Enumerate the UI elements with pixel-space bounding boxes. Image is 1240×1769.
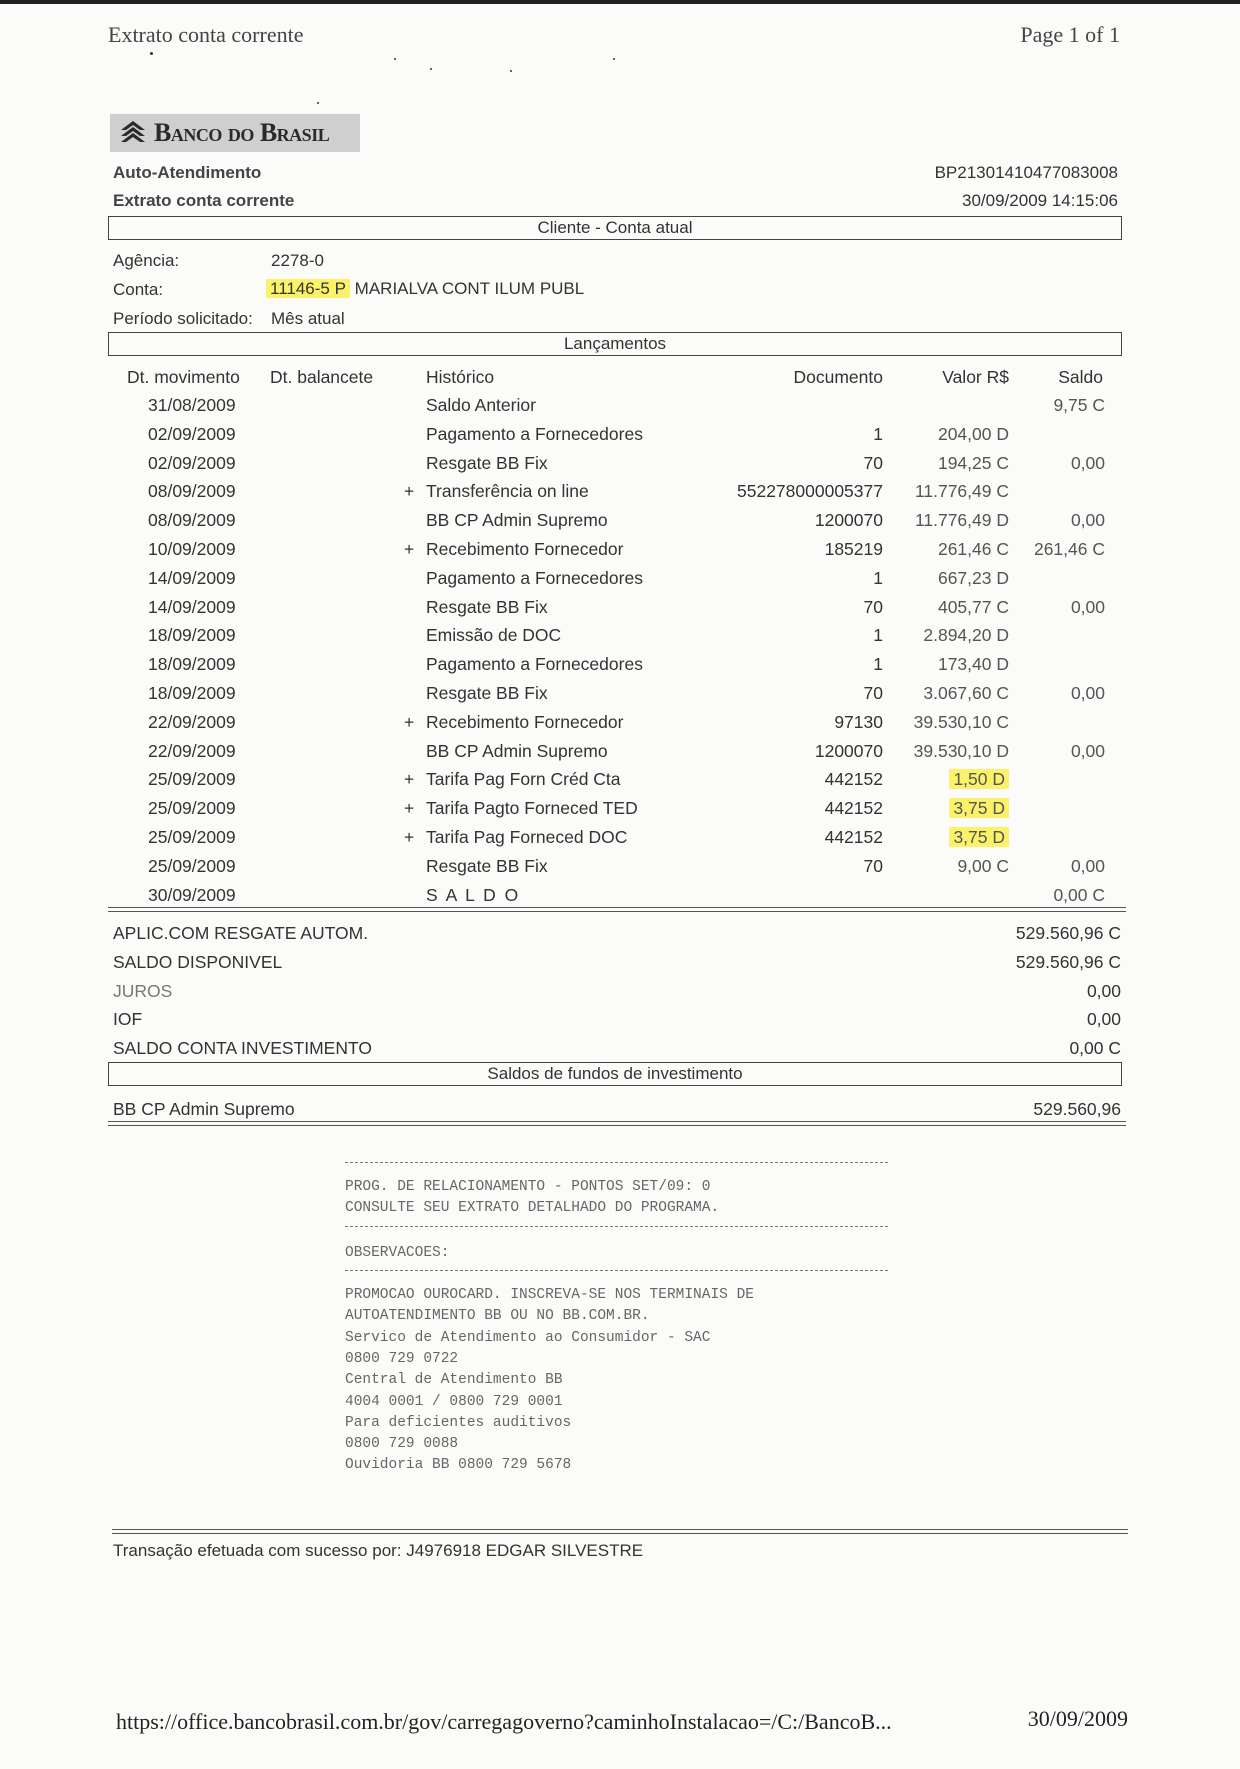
periodo-value: Mês atual [271, 309, 345, 328]
extrato-label: Extrato conta corrente [113, 191, 295, 210]
fundos-section-bar [108, 1062, 1122, 1086]
row-documento: 442152 [824, 798, 883, 819]
print-title: Extrato conta corrente [108, 22, 304, 47]
table-row [0, 510, 1240, 538]
row-historico: Pagamento a Fornecedores [426, 654, 643, 675]
observacao-line: Central de Atendimento BB [345, 1372, 563, 1389]
table-row [0, 481, 1240, 509]
row-valor: 11.776,49 D [914, 510, 1009, 531]
row-documento: 1200070 [814, 740, 883, 761]
table-row [0, 395, 1240, 423]
row-historico: BB CP Admin Supremo [426, 740, 608, 761]
summary-value: 529.560,96 C [1015, 951, 1121, 972]
highlighted-valor: 3,75 D [949, 827, 1009, 847]
row-historico: Recebimento Fornecedor [426, 539, 624, 559]
scan-speck [613, 58, 615, 60]
row-documento: 1 [873, 567, 883, 588]
table-row [0, 597, 1240, 625]
lancamentos-section-bar [108, 332, 1122, 356]
row-valor: 9,00 C [957, 855, 1009, 876]
col-valor: Valor R$ [942, 367, 1009, 387]
row-historico: Saldo Anterior [426, 395, 536, 415]
row-documento: 1200070 [814, 510, 883, 531]
row-date: 02/09/2009 [148, 452, 236, 473]
row-valor [949, 827, 1009, 848]
row-date: 18/09/2009 [148, 654, 236, 675]
scan-edge [0, 0, 1240, 4]
program-points: PROG. DE RELACIONAMENTO - PONTOS SET/09: 0 [345, 1179, 711, 1195]
cliente-section-title: Cliente - Conta atual [537, 218, 693, 237]
row-valor [949, 769, 1009, 790]
table-row [0, 654, 1240, 682]
row-valor: 405,77 C [937, 596, 1009, 617]
row-valor: 204,00 D [937, 423, 1009, 444]
row-historico: Tarifa Pag Forneced DOC [426, 827, 628, 847]
summary-row [0, 1009, 1240, 1037]
row-saldo: 261,46 C [1033, 539, 1105, 559]
banco-do-brasil-logo [110, 114, 360, 152]
summary-label: SALDO DISPONIVEL [113, 951, 283, 972]
row-saldo: 9,75 C [1053, 395, 1105, 415]
conta-number: 11146-5 P [266, 279, 350, 298]
summary-row [0, 981, 1240, 1009]
row-saldo: 0,00 [1070, 740, 1105, 761]
table-header [0, 367, 1240, 395]
row-historico: Resgate BB Fix [426, 855, 548, 876]
table-row [0, 712, 1240, 740]
footer-rule [112, 1529, 1128, 1534]
col-documento: Documento [793, 367, 883, 387]
row-documento: 1 [873, 654, 883, 675]
scan-speck [510, 70, 512, 72]
row-documento: 1 [873, 625, 883, 646]
row-date: 25/09/2009 [148, 769, 236, 790]
row-historico: Pagamento a Fornecedores [426, 423, 643, 444]
row-historico: Transferência on line [426, 481, 589, 502]
row-valor: 261,46 C [937, 539, 1009, 559]
row-historico: Tarifa Pag Forn Créd Cta [426, 769, 621, 790]
row-historico: Emissão de DOC [426, 625, 562, 646]
row-documento: 70 [863, 683, 883, 703]
row-documento: 70 [863, 855, 883, 876]
col-dt-balancete: Dt. balancete [270, 367, 374, 387]
row-historico: Recebimento Fornecedor [426, 711, 624, 732]
observacao-line: 0800 729 0722 [345, 1350, 459, 1367]
conta-name: MARIALVA CONT ILUM PUBL [354, 279, 585, 298]
row-valor: 11.776,49 C [914, 481, 1009, 502]
row-documento: 97130 [834, 711, 883, 732]
program-consult: CONSULTE SEU EXTRATO DETALHADO DO PROGRAMA. [345, 1200, 720, 1216]
summary-value: 0,00 [1086, 1009, 1121, 1030]
row-valor: 2.894,20 D [923, 625, 1009, 646]
row-date: 08/09/2009 [148, 481, 236, 502]
row-valor [949, 798, 1009, 819]
row-plus-marker: + [404, 798, 415, 819]
row-date: 18/09/2009 [148, 683, 236, 703]
row-historico: Resgate BB Fix [426, 596, 548, 617]
row-plus-marker: + [404, 481, 415, 502]
table-row [0, 568, 1240, 596]
summary-value: 0,00 [1086, 980, 1121, 1001]
cliente-section-bar [108, 216, 1122, 240]
row-date: 02/09/2009 [148, 423, 236, 444]
program-divider [345, 1162, 888, 1163]
fundos-section-title: Saldos de fundos de investimento [487, 1064, 743, 1083]
summary-label: IOF [113, 1009, 143, 1030]
observacao-line: AUTOATENDIMENTO BB OU NO BB.COM.BR. [345, 1308, 650, 1325]
conta-value [266, 279, 584, 299]
row-saldo: 0,00 [1070, 855, 1105, 876]
lancamentos-section-title: Lançamentos [563, 334, 667, 353]
table-row [0, 741, 1240, 769]
row-saldo: 0,00 [1070, 596, 1105, 617]
row-plus-marker: + [404, 769, 415, 790]
fundo-value: 529.560,96 [1033, 1099, 1121, 1119]
row-valor: 173,40 D [937, 654, 1009, 675]
observacao-line: Servico de Atendimento ao Consumidor - SAC [345, 1329, 711, 1346]
bb-logo-icon [118, 118, 148, 148]
scan-speck [150, 52, 153, 55]
row-date: 22/09/2009 [148, 711, 236, 732]
row-valor: 39.530,10 D [913, 740, 1009, 761]
auto-atendimento-label: Auto-Atendimento [113, 163, 262, 182]
observacao-line: Para deficientes auditivos [345, 1414, 572, 1431]
row-historico: Tarifa Pagto Forneced TED [426, 798, 638, 819]
row-documento: 442152 [824, 827, 883, 847]
summary-label: JUROS [113, 980, 173, 1001]
table-row [0, 856, 1240, 884]
row-plus-marker: + [404, 539, 415, 559]
row-date: 14/09/2009 [148, 596, 236, 617]
program-divider [345, 1226, 888, 1227]
row-valor: 3.067,60 C [923, 683, 1009, 703]
transaction-note: Transação efetuada com sucesso por: J4976918 EDGAR SILVESTRE [113, 1541, 644, 1560]
fundo-label: BB CP Admin Supremo [113, 1099, 295, 1119]
summary-label: SALDO CONTA INVESTIMENTO [113, 1038, 372, 1059]
row-date: 30/09/2009 [148, 884, 236, 905]
row-plus-marker: + [404, 711, 415, 732]
print-date: 30/09/2009 [1027, 1706, 1128, 1731]
row-documento: 1 [873, 423, 883, 444]
row-historico: Resgate BB Fix [426, 683, 548, 703]
agencia-label: Agência: [113, 251, 180, 270]
periodo-label: Período solicitado: [113, 309, 253, 328]
row-date: 31/08/2009 [148, 395, 236, 415]
row-documento: 442152 [824, 769, 883, 790]
table-row [0, 769, 1240, 797]
fundos-end-rule [108, 1121, 1126, 1126]
table-row [0, 827, 1240, 855]
row-valor: 194,25 C [937, 452, 1009, 473]
summary-row [0, 923, 1240, 951]
summary-value: 529.560,96 C [1015, 923, 1121, 943]
row-saldo: 0,00 C [1053, 884, 1105, 905]
summary-label: APLIC.COM RESGATE AUTOM. [113, 923, 369, 943]
row-documento: 70 [863, 452, 883, 473]
row-documento: 70 [863, 596, 883, 617]
observacao-line: 0800 729 0088 [345, 1436, 459, 1453]
row-date: 14/09/2009 [148, 567, 236, 588]
row-plus-marker: + [404, 827, 415, 847]
observacao-line: 4004 0001 / 0800 729 0001 [345, 1393, 563, 1410]
row-historico: BB CP Admin Supremo [426, 510, 608, 531]
row-date: 25/09/2009 [148, 855, 236, 876]
row-documento: 185219 [824, 539, 883, 559]
statement-datetime: 30/09/2009 14:15:06 [962, 191, 1118, 210]
page-number: Page 1 of 1 [1020, 22, 1120, 47]
reference-code: BP21301410477083008 [934, 163, 1118, 182]
table-row [0, 798, 1240, 826]
row-valor: 667,23 D [937, 567, 1009, 588]
row-date: 25/09/2009 [148, 798, 236, 819]
summary-row [0, 952, 1240, 980]
table-row [0, 539, 1240, 567]
row-historico: Resgate BB Fix [426, 452, 548, 473]
scan-speck [317, 102, 319, 104]
table-row [0, 424, 1240, 452]
logo-text: Banco do Brasil [154, 118, 330, 147]
table-row [0, 683, 1240, 711]
row-valor: 39.530,10 C [913, 711, 1009, 732]
print-url: https://office.bancobrasil.com.br/gov/carregagoverno?caminhoInstalacao=/C:/BancoB... [116, 1709, 892, 1734]
row-historico: Pagamento a Fornecedores [426, 567, 643, 588]
col-saldo: Saldo [1058, 367, 1103, 387]
highlighted-valor: 1,50 D [949, 769, 1009, 789]
row-date: 18/09/2009 [148, 625, 236, 646]
table-row [0, 453, 1240, 481]
table-end-rule [108, 907, 1126, 912]
scan-speck [430, 68, 432, 70]
col-dt-movimento: Dt. movimento [127, 367, 240, 387]
summary-value: 0,00 C [1069, 1038, 1121, 1059]
col-historico: Histórico [426, 367, 495, 387]
row-saldo: 0,00 [1070, 510, 1105, 531]
conta-label: Conta: [113, 280, 164, 299]
agencia-value: 2278-0 [271, 251, 324, 270]
row-date: 22/09/2009 [148, 740, 236, 761]
program-divider [345, 1270, 888, 1271]
row-saldo: 0,00 [1070, 683, 1105, 703]
table-row [0, 625, 1240, 653]
row-documento: 552278000005377 [737, 481, 883, 502]
highlighted-valor: 3,75 D [949, 798, 1009, 818]
observacoes-label: OBSERVACOES: [345, 1245, 450, 1261]
row-date: 10/09/2009 [148, 539, 236, 559]
observacao-line: PROMOCAO OUROCARD. INSCREVA-SE NOS TERMINAIS DE [345, 1287, 754, 1303]
row-date: 25/09/2009 [148, 827, 236, 847]
observacao-line: Ouvidoria BB 0800 729 5678 [345, 1457, 572, 1474]
scan-speck [394, 58, 396, 60]
row-date: 08/09/2009 [148, 510, 236, 531]
row-saldo: 0,00 [1070, 452, 1105, 473]
row-historico: S A L D O [426, 884, 521, 905]
